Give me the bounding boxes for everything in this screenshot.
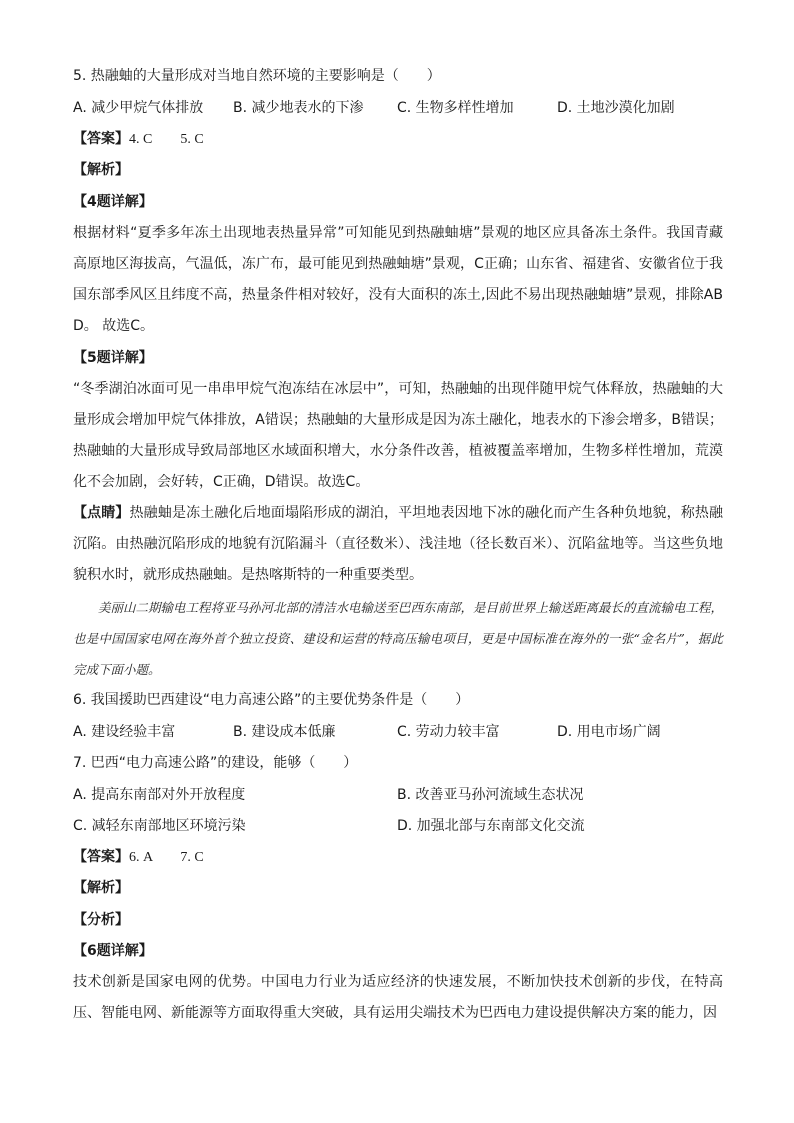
detail-4-heading: 【4题详解】 [73, 194, 153, 210]
material-passage: 美丽山二期输电工程将亚马孙河北部的清洁水电输送至巴西东南部，是目前世界上输送距离最长的直流输电工程，也是中国国家电网在海外首个独立投资、建设和运营的特高压输电项目，更是中国标准在海外的一张“金名片”，据此完成下面小题。 [73, 600, 724, 677]
tip-label: 【点睛】 [73, 505, 130, 521]
answer-block-1 [73, 129, 204, 150]
question-6-option-b: B. 建设成本低廉 [233, 724, 336, 740]
question-6-option-a: A. 建设经验丰富 [73, 724, 176, 740]
answer-block-2 [73, 847, 204, 868]
question-7-stem: 7. 巴西“电力高速公路”的建设，能够（ ） [73, 755, 358, 771]
detail-5-heading: 【5题详解】 [73, 350, 153, 366]
answer-value: 4. C 5. C [129, 132, 204, 147]
detail-4-body: 根据材料“夏季多年冻土出现地表热量异常”可知能见到热融蚰塘”景观的地区应具备冻土条件。我国青藏高原地区海拔高，气温低，冻广布，最可能见到热融蚰塘”景观，C正确；山东省、福建省、安徽省位于我国东部季风区且纬度不高，热量条件相对较好，没有大面积的冻土,因此不易出现热融蚰塘”景观，排除ABD。 故选C。 [73, 225, 723, 334]
detail-6-body: 技术创新是国家电网的优势。中国电力行业为适应经济的快速发展，不断加快技术创新的步伐，在特高压、智能电网、新能源等方面取得重大突破，具有运用尖端技术为巴西电力建设提供解决方案的能力，因 [73, 974, 723, 1021]
answer-label: 【答案】 [73, 131, 129, 147]
question-7-option-c: C. 减轻东南部地区环境污染 [73, 818, 246, 834]
question-7-option-b: B. 改善亚马孙河流域生态状况 [397, 787, 584, 803]
question-6-option-d: D. 用电市场广阔 [557, 724, 661, 740]
question-6-option-c: C. 劳动力较丰富 [397, 724, 500, 740]
question-7-option-a: A. 提高东南部对外开放程度 [73, 787, 246, 803]
question-5-option-c: C. 生物多样性增加 [397, 100, 514, 116]
tip-block [73, 498, 723, 591]
analysis-label: 【解析】 [73, 162, 129, 178]
detail-6-heading: 【6题详解】 [73, 943, 153, 959]
analysis-label: 【解析】 [73, 880, 129, 896]
question-5-option-d: D. 土地沙漠化加剧 [557, 100, 675, 116]
tip-body: 热融蚰是冻土融化后地面塌陷形成的湖泊，平坦地表因地下冰的融化而产生各种负地貌，称热融沉陷。由热融沉陷形成的地貌有沉陷漏斗（直径数米）、浅洼地（径长数百米）、沉陷盆地等。当这些负地貌积水时，就形成热融蚰。是热喀斯特的一种重要类型。 [73, 505, 724, 583]
question-6-stem: 6. 我国援助巴西建设“电力高速公路”的主要优势条件是（ ） [73, 692, 470, 708]
question-5-option-a: A. 减少甲烷气体排放 [73, 100, 204, 116]
analysis-sub-label: 【分析】 [73, 912, 129, 928]
detail-5-body: “冬季湖泊冰面可见一串串甲烷气泡冻结在冰层中”，可知，热融蚰的出现伴随甲烷气体释放，热融蚰的大量形成会增加甲烷气体排放，A错误；热融蚰的大量形成是因为冻土融化，地表水的下渗会增多，B错误；热融蚰的大量形成导致局部地区水域面积增大，水分条件改善，植被覆盖率增加，生物多样性增加，荒漠化不会加剧，会好转，C正确，D错误。故选C。 [73, 381, 723, 490]
question-5-option-b: B. 减少地表水的下渗 [233, 100, 364, 116]
answer-label: 【答案】 [73, 849, 129, 865]
answer-value: 6. A 7. C [129, 850, 204, 865]
question-5-stem: 5. 热融蚰的大量形成对当地自然环境的主要影响是（ ） [73, 68, 441, 84]
question-7-option-d: D. 加强北部与东南部文化交流 [397, 818, 585, 834]
